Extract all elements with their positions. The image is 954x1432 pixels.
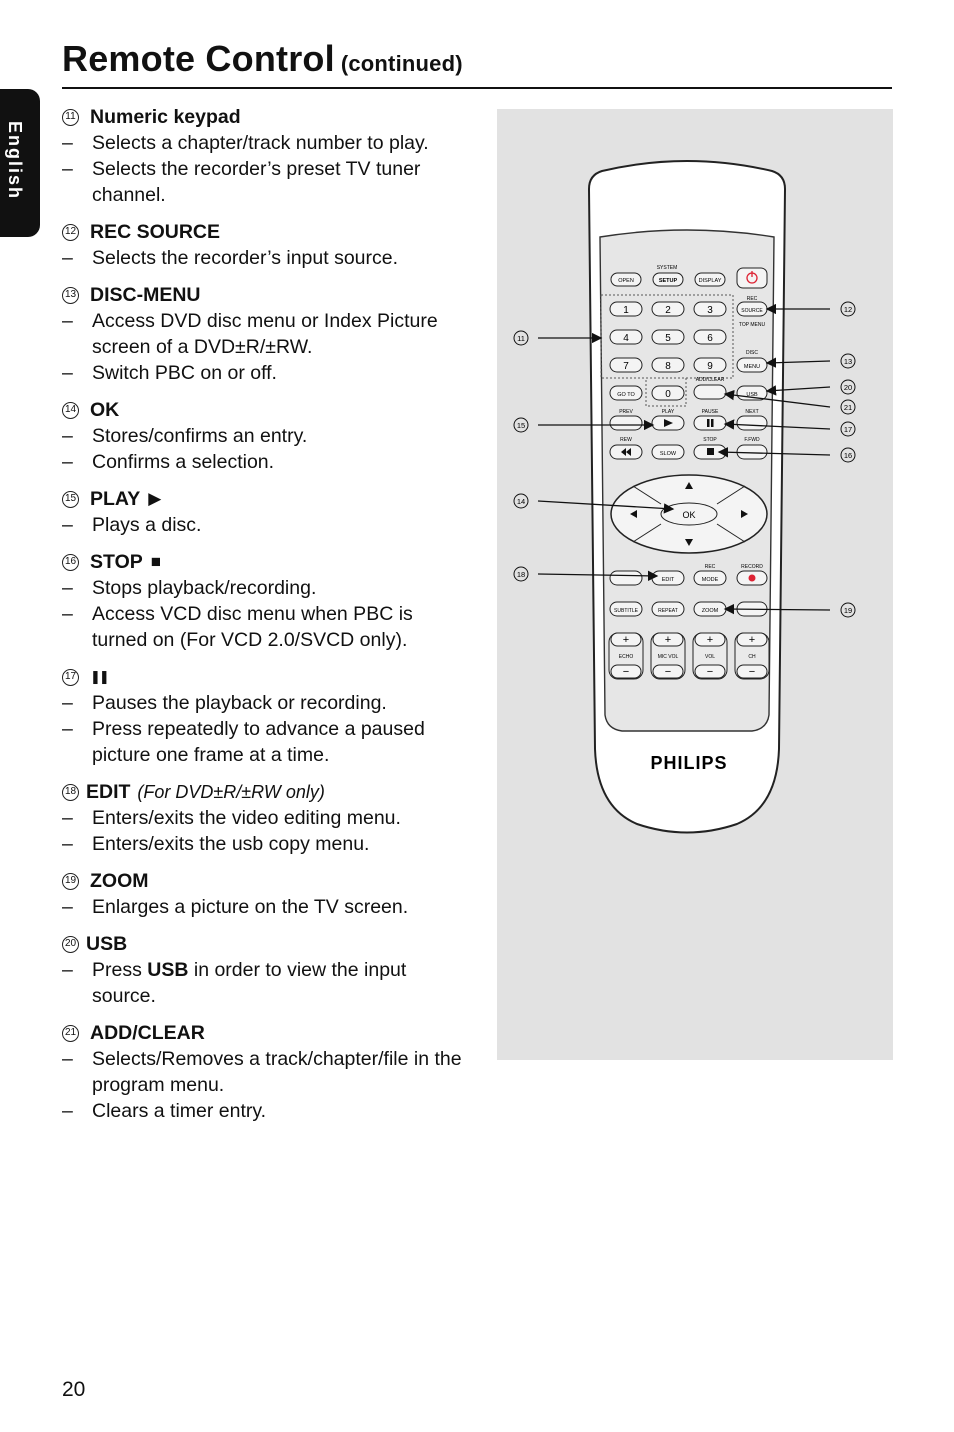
list-item: – Enlarges a picture on the TV screen. — [62, 896, 409, 918]
svg-text:8: 8 — [665, 361, 671, 372]
svg-text:14: 14 — [516, 497, 526, 506]
svg-text:+: + — [748, 634, 756, 646]
svg-text:18: 18 — [516, 570, 526, 579]
list-item: – Selects the recorder’s input source. — [62, 247, 399, 269]
section-title: STOP — [90, 551, 143, 573]
svg-text:2: 2 — [665, 305, 671, 316]
svg-text:REPEAT: REPEAT — [658, 608, 678, 614]
label-disc: DISC — [746, 350, 758, 356]
pause-button[interactable] — [694, 416, 726, 430]
section-title: USB — [86, 933, 128, 955]
svg-text:SETUP: SETUP — [658, 278, 678, 284]
list-item: – Clears a timer entry. — [62, 1100, 267, 1122]
label-record: RECORD — [741, 564, 763, 570]
label-next: NEXT — [745, 409, 759, 415]
label-system: SYSTEM — [656, 265, 678, 271]
edit-button[interactable] — [652, 571, 684, 585]
rec-mode-button[interactable] — [694, 571, 726, 585]
svg-text:+: + — [664, 634, 672, 646]
svg-text:19: 19 — [843, 606, 853, 615]
section-ok — [62, 397, 467, 475]
power-button[interactable] — [737, 268, 767, 288]
svg-text:USB: USB — [746, 392, 758, 398]
prev-button[interactable] — [610, 416, 642, 430]
section-play — [62, 486, 467, 538]
svg-text:13: 13 — [843, 357, 853, 366]
svg-text:CH: CH — [748, 654, 756, 660]
digit-5-button[interactable] — [652, 330, 684, 344]
digit-6-button[interactable] — [694, 330, 726, 344]
rew-button[interactable] — [610, 445, 642, 459]
section-title: OK — [90, 399, 120, 421]
ch-control[interactable] — [735, 633, 769, 679]
rec-source-button[interactable] — [737, 302, 767, 316]
label-ffwd: F.FWD — [744, 437, 760, 443]
stop-icon: ■ — [150, 552, 162, 571]
digit-4-button[interactable] — [610, 330, 642, 344]
svg-text:MIC VOL: MIC VOL — [657, 654, 679, 660]
setup-button[interactable] — [653, 273, 683, 286]
callout-number: 18 — [62, 784, 79, 801]
record-icon — [749, 575, 756, 582]
svg-text:SUBTITLE: SUBTITLE — [614, 608, 638, 614]
open-button[interactable] — [611, 273, 641, 286]
svg-text:7: 7 — [623, 361, 629, 372]
callout-number: 14 — [62, 402, 79, 419]
svg-text:4: 4 — [623, 333, 629, 344]
disc-menu-button[interactable] — [737, 358, 767, 372]
brand-logo: PHILIPS — [650, 753, 728, 773]
label-pause: PAUSE — [701, 409, 719, 415]
section-title: Numeric keypad — [90, 106, 241, 128]
label-play: PLAY — [661, 409, 675, 415]
label-add-clear: ADD/CLEAR — [695, 377, 725, 383]
section-stop — [62, 549, 467, 653]
record-button[interactable] — [737, 571, 767, 585]
list-item: – Plays a disc. — [62, 514, 202, 536]
page-title — [62, 38, 463, 80]
digit-8-button[interactable] — [652, 358, 684, 372]
svg-text:+: + — [706, 634, 714, 646]
callout-number: 11 — [62, 109, 79, 126]
callout-number: 19 — [62, 873, 79, 890]
list-item: – Switch PBC on or off. — [62, 362, 277, 384]
svg-text:17: 17 — [843, 425, 853, 434]
zoom-button[interactable] — [694, 602, 726, 616]
svg-text:EDIT: EDIT — [661, 577, 675, 583]
digit-0-button[interactable] — [652, 386, 684, 400]
svg-text:+: + — [622, 634, 630, 646]
remote-control-illustration — [497, 109, 893, 1060]
svg-text:ECHO: ECHO — [618, 654, 634, 660]
section-title: DISC-MENU — [90, 284, 201, 306]
section-usb — [62, 931, 467, 1009]
add-clear-button[interactable] — [694, 385, 726, 399]
label-prev: PREV — [619, 409, 633, 415]
section-add-clear — [62, 1020, 467, 1124]
list-item: – Stores/confirms an entry. — [62, 425, 308, 447]
display-button[interactable] — [695, 273, 725, 286]
section-title: ADD/CLEAR — [90, 1022, 205, 1044]
svg-text:DISPLAY: DISPLAY — [698, 278, 722, 284]
language-label: English — [5, 121, 25, 201]
svg-text:ZOOM: ZOOM — [701, 608, 719, 614]
svg-text:VOL: VOL — [704, 654, 716, 660]
svg-text:0: 0 — [665, 389, 671, 400]
list-item: – Access VCD disc menu when PBC is turned on (For VCD 2.0/SVCD only). — [62, 603, 413, 651]
svg-text:SOURCE: SOURCE — [741, 308, 763, 314]
callout-number: 13 — [62, 287, 79, 304]
callout-number: 15 — [62, 491, 79, 508]
callout-number: 16 — [62, 554, 79, 571]
svg-text:MENU: MENU — [743, 364, 761, 370]
remote-control-drawing — [497, 109, 893, 1060]
section-title: ZOOM — [90, 870, 149, 892]
svg-text:−: − — [622, 666, 630, 678]
svg-text:SLOW: SLOW — [659, 451, 677, 457]
svg-text:MODE: MODE — [701, 577, 719, 583]
list-item: – Confirms a selection. — [62, 451, 275, 473]
section-disc-menu — [62, 282, 467, 386]
callout-11 — [514, 331, 601, 345]
svg-text:20: 20 — [843, 383, 853, 392]
svg-text:GO TO: GO TO — [617, 392, 635, 398]
list-item: – Stops playback/recording. — [62, 577, 317, 599]
next-button[interactable] — [737, 416, 767, 430]
button-descriptions — [62, 104, 467, 1135]
svg-text:21: 21 — [843, 403, 853, 412]
section-note: (For DVD±R/±RW only) — [137, 782, 325, 802]
svg-text:15: 15 — [516, 421, 526, 430]
svg-text:−: − — [706, 666, 714, 678]
title-main: Remote Control — [62, 38, 335, 79]
stop-icon — [707, 448, 714, 455]
digit-9-button[interactable] — [694, 358, 726, 372]
svg-text:OPEN: OPEN — [618, 278, 634, 284]
page-number: 20 — [62, 1378, 86, 1401]
title-rule — [62, 87, 892, 89]
digit-2-button[interactable] — [652, 302, 684, 316]
svg-text:16: 16 — [843, 451, 853, 460]
ok-button[interactable] — [661, 503, 717, 525]
section-zoom — [62, 868, 467, 920]
echo-control[interactable] — [609, 633, 643, 679]
label-rew: REW — [620, 437, 632, 443]
digit-1-button[interactable] — [610, 302, 642, 316]
language-tab — [0, 89, 40, 237]
list-item: – Selects the recorder’s preset TV tuner channel. — [62, 158, 421, 206]
callout-number: 12 — [62, 224, 79, 241]
label-stop: STOP — [703, 437, 717, 443]
play-icon: ▶ — [148, 489, 162, 508]
subtitle-button[interactable] — [610, 602, 642, 616]
list-item: – Enters/exits the video editing menu. — [62, 807, 401, 829]
digit-3-button[interactable] — [694, 302, 726, 316]
callout-number: 20 — [62, 936, 79, 953]
svg-text:6: 6 — [707, 333, 713, 344]
svg-text:−: − — [664, 666, 672, 678]
list-item: – Access DVD disc menu or Index Picture screen of a DVD±R/±RW. — [62, 310, 438, 358]
list-item: – Enters/exits the usb copy menu. — [62, 833, 370, 855]
svg-text:5: 5 — [665, 333, 671, 344]
vol-control[interactable] — [693, 633, 727, 679]
repeat-button[interactable] — [652, 602, 684, 616]
section-rec-source — [62, 219, 467, 271]
list-item: – Selects/Removes a track/chapter/file in the program menu. — [62, 1048, 462, 1096]
list-item: – Press repeatedly to advance a paused picture one frame at a time. — [62, 718, 425, 766]
callout-number: 17 — [62, 669, 79, 686]
label-rec-mode: REC — [704, 564, 716, 570]
svg-text:1: 1 — [623, 305, 629, 316]
label-rec: REC — [746, 296, 758, 302]
svg-text:11: 11 — [517, 334, 525, 343]
svg-text:3: 3 — [707, 305, 713, 316]
title-continued: (continued) — [340, 51, 463, 76]
slow-button[interactable] — [652, 445, 684, 459]
section-pause — [62, 664, 467, 768]
pause-icon: ❚❚ — [90, 669, 108, 684]
goto-button[interactable] — [610, 386, 642, 400]
label-top-menu: TOP MENU — [738, 322, 766, 328]
list-item: – Selects a chapter/track number to play. — [62, 132, 429, 154]
digit-7-button[interactable] — [610, 358, 642, 372]
play-button[interactable] — [652, 416, 684, 430]
svg-text:−: − — [748, 666, 756, 678]
section-edit — [62, 779, 467, 857]
callout-number: 21 — [62, 1025, 79, 1042]
section-title: EDIT — [86, 781, 131, 803]
mic-vol-control[interactable] — [651, 633, 685, 679]
svg-text:9: 9 — [707, 361, 713, 372]
unlabeled-button[interactable] — [610, 571, 642, 585]
svg-text:OK: OK — [682, 510, 696, 520]
section-title: REC SOURCE — [90, 221, 221, 243]
list-item: – Pauses the playback or recording. — [62, 692, 387, 714]
section-numeric-keypad — [62, 104, 467, 208]
svg-text:12: 12 — [843, 305, 853, 314]
section-title: PLAY — [90, 488, 141, 510]
list-item: – Press USB in order to view the input source. — [62, 959, 407, 1007]
